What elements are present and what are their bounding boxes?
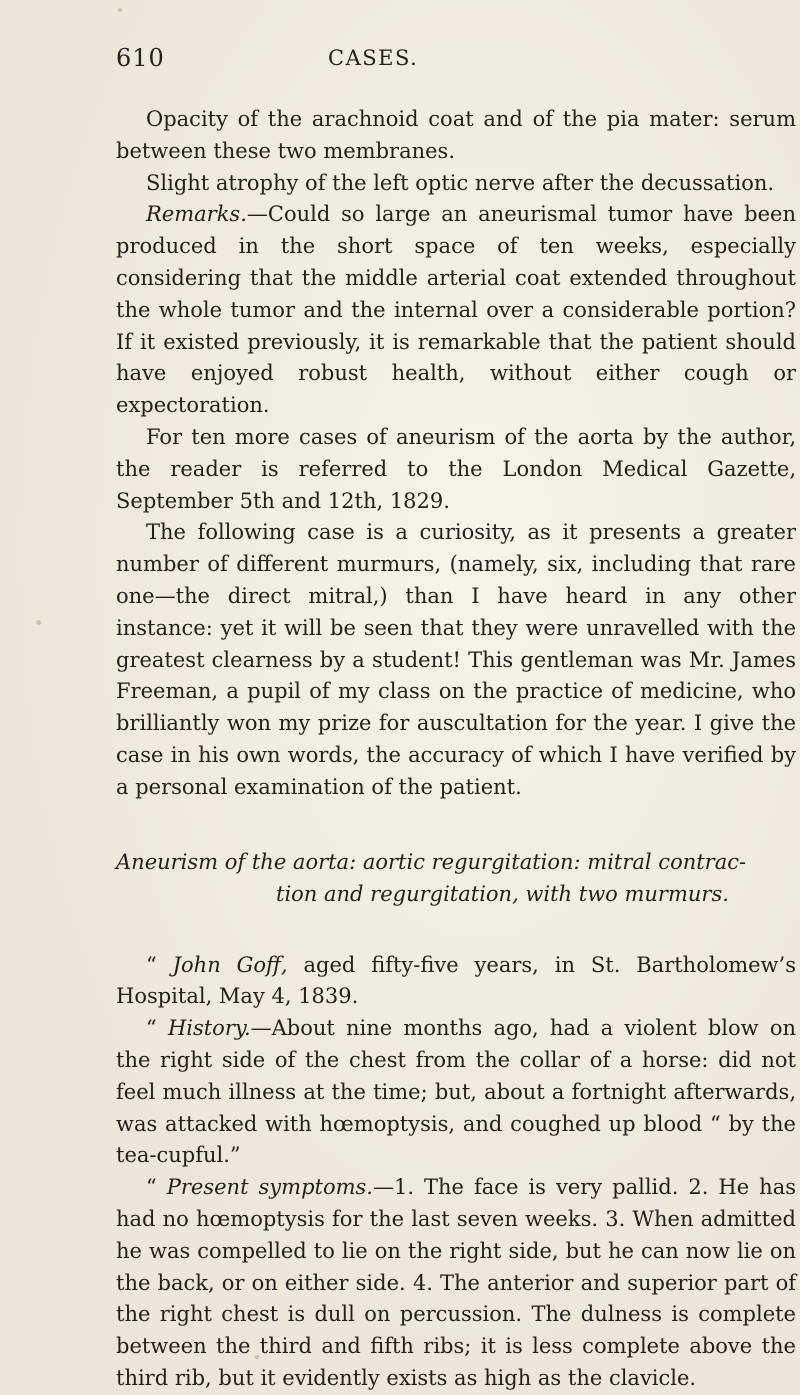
case-heading-line2: tion and regurgitation, with two murmurs. (276, 881, 729, 906)
paragraph-patient (116, 950, 796, 1014)
paragraph-atrophy: Slight atrophy of the left optic nerve after the decussation. (146, 170, 775, 195)
paragraph-history (116, 1013, 796, 1172)
symptoms-label: Present symptoms. (166, 1175, 373, 1200)
history-text: —About nine months ago, had a violent blow on the right side of the chest from the collar of a horse: did not feel much illness at the time; but, about a fortnight afterwards, was attacked with hœmoptysis, and coughed up blood “ by the tea-cupful.” (116, 1016, 796, 1168)
paragraph-reference: For ten more cases of aneurism of the aorta by the author, the reader is referred to the London Medical Gazette, September 5th and 12th, 1829. (116, 424, 796, 513)
quote-mark: “ (146, 1175, 167, 1200)
symptoms-text: —1. The face is very pallid. 2. He has had no hœmoptysis for the last seven weeks. 3. When admitted he was compelled to lie on the right side, but he can now lie on the back, or on either side. 4. The anterior and superior part of the right chest is dull on percussion. The dulness is complete between the third and fifth ribs; it is less complete above the third rib, but it evidently exists as high as the clavicle. (116, 1175, 796, 1390)
page-body (116, 104, 796, 1395)
case-heading (116, 846, 796, 910)
quote-mark: “ (146, 1016, 168, 1041)
paper-blemish (118, 8, 122, 12)
page-number: 610 (116, 44, 165, 72)
paper-blemish (255, 1355, 259, 1359)
history-label: History. (167, 1016, 251, 1041)
paragraph-symptoms (116, 1172, 796, 1395)
quote-mark: “ (146, 952, 173, 977)
remarks-label: Remarks. (146, 202, 247, 227)
running-title: CASES. (328, 46, 419, 70)
case-heading-line1: Aneurism of the aorta: aortic regurgitation: mitral contrac- (116, 849, 747, 874)
section-gap (116, 910, 796, 950)
paragraph-remarks (116, 199, 796, 422)
section-gap (116, 804, 796, 846)
paragraph-opacity: Opacity of the arachnoid coat and of the pia mater: serum between these two membranes. (116, 107, 796, 163)
paragraph-curiosity: The following case is a curiosity, as it presents a greater number of different murmurs, (namely, six, including that rare one—the direct mitral,) than I have heard in any other instance: yet it will be seen that they were unravelled with the greatest clearness by a student! This gentleman was Mr. James Freeman, a pupil of my class on the practice of medicine, who brilliantly won my prize for auscultation for the year. I give the case in his own words, the accuracy of which I have verified by a personal examination of the patient. (116, 520, 796, 799)
patient-name: John Goff, (172, 952, 288, 977)
remarks-text: —Could so large an aneurismal tumor have been produced in the short space of ten weeks, especially considering that the middle arterial coat extended throughout the whole tumor and the internal over a considerable portion? If it existed previously, it is remarkable that the patient should have enjoyed robust health, without either cough or expectoration. (116, 202, 796, 418)
paper-blemish (36, 620, 41, 625)
page-header (116, 44, 676, 78)
patient-details: aged fifty-five years, in St. Bartholomew’s Hospital, May 4, 1839. (116, 952, 796, 1009)
